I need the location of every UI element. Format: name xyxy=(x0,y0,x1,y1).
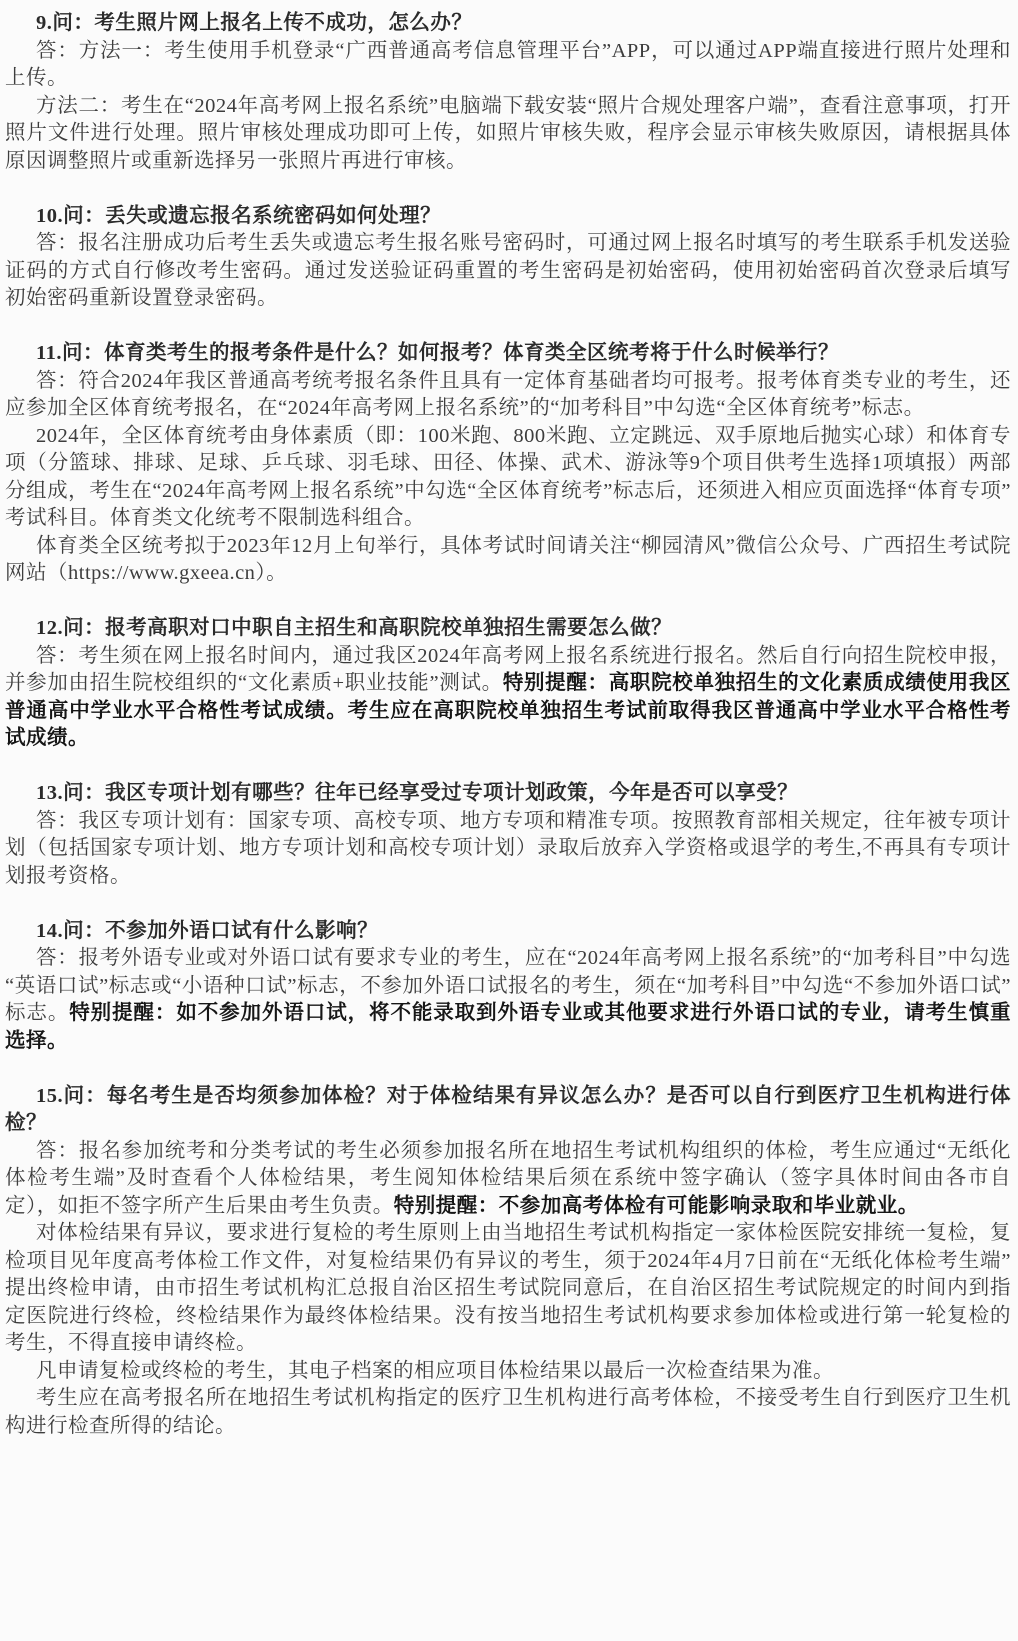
answer-text: 体育类全区统考拟于2023年12月上旬举行，具体考试时间请关注“柳园清风”微信公众号、广西招生考试院网站（https://www.gxeea.cn）。 xyxy=(5,534,1011,584)
answer-text: 考生应在高考报名所在地招生考试机构指定的医疗卫生机构进行高考体检，不接受考生自行到医疗卫生机构进行检查所得的结论。 xyxy=(5,1387,1011,1437)
answer-paragraph xyxy=(5,643,1011,753)
answer-paragraph xyxy=(5,423,1011,533)
bold-notice-text: 特别提醒：如不参加外语口试，将不能录取到外语专业或其他要求进行外语口试的专业，请考生慎重选择。 xyxy=(5,1002,1012,1052)
answer-paragraph xyxy=(5,945,1011,1055)
answer-paragraph xyxy=(5,1138,1011,1221)
answer-paragraph xyxy=(5,1385,1011,1440)
answer-text: 答：方法一：考生使用手机登录“广西普通高考信息管理平台”APP，可以通过APP端直接进行照片处理和上传。 xyxy=(5,39,1011,89)
answer-text: 答：符合2024年我区普通高考统考报名条件且具有一定体育基础者均可报考。报考体育类专业的考生，还应参加全区体育统考报名，在“2024年高考网上报名系统”的“加考科目”中勾选“全区体育统考”标志。 xyxy=(5,369,1011,419)
question-heading: 9.问：考生照片网上报名上传不成功，怎么办？ xyxy=(36,12,473,34)
bold-notice-text: 特别提醒：不参加高考体检有可能影响录取和毕业就业。 xyxy=(393,1194,919,1217)
answer-text: 答：报名注册成功后考生丢失或遗忘考生报名账号密码时，可通过网上报名时填写的考生联系手机发送验证码的方式自行修改考生密码。通过发送验证码重置的考生密码是初始密码，使用初始密码首次登录后填写初始密码重新设置登录密码。 xyxy=(5,232,1011,309)
answer-paragraph xyxy=(5,38,1011,93)
answer-paragraph xyxy=(5,1220,1011,1358)
answer-paragraph xyxy=(5,368,1011,423)
question-heading: 15.问：每名考生是否均须参加体检？对于体检结果有异议怎么办？是否可以自行到医疗卫生机构进行体检？ xyxy=(5,1084,1011,1134)
answer-paragraph xyxy=(5,808,1011,891)
answer-text: 对体检结果有异议，要求进行复检的考生原则上由当地招生考试机构指定一家体检医院安排统一复检，复检项目见年度高考体检工作文件，对复检结果仍有异议的考生，须于2024年4月7日前在“无纸化体检考生端”提出终检申请，由市招生考试机构汇总报自治区招生考试院同意后，在自治区招生考试院规定的时间内到指定医院进行终检，终检结果作为最终体检结果。没有按当地招生考试机构要求参加体检或进行第一轮复检的考生，不得直接申请终检。 xyxy=(5,1222,1011,1354)
answer-paragraph xyxy=(5,93,1011,176)
answer-text: 2024年，全区体育统考由身体素质（即：100米跑、800米跑、立定跳远、双手原地后抛实心球）和体育专项（分篮球、排球、足球、乒乓球、羽毛球、田径、体操、武术、游泳等9个项目供考生选择1项填报）两部分组成，考生在“2024年高考网上报名系统”中勾选“全区体育统考”标志后，还须进入相应页面选择“体育专项”考试科目。体育类文化统考不限制选科组合。 xyxy=(5,424,1011,529)
answer-paragraph xyxy=(5,533,1011,588)
answer-text: 方法二：考生在“2024年高考网上报名系统”电脑端下载安装“照片合规处理客户端”，查看注意事项，打开照片文件进行处理。照片审核处理成功即可上传，如照片审核失败，程序会显示审核失败原因，请根据具体原因调整照片或重新选择另一张照片再进行审核。 xyxy=(5,94,1011,172)
answer-text: 答：考生须在网上报名时间内，通过我区2024年高考网上报名系统进行报名。然后自行向招生院校申报，并参加由招生院校组织的“文化素质+职业技能”测试。 xyxy=(5,644,1011,694)
answer-text: 答：我区专项计划有：国家专项、高校专项、地方专项和精准专项。按照教育部相关规定，往年被专项计划（包括国家专项计划、地方专项计划和高校专项计划）录取后放弃入学资格或退学的考生,不再具有专项计划报考资格。 xyxy=(5,809,1011,887)
bold-notice-text: 特别提醒：高职院校单独招生的文化素质成绩使用我区普通高中学业水平合格性考试成绩。考生应在高职院校单独招生考试前取得我区普通高中学业水平合格性考试成绩。 xyxy=(5,672,1011,749)
answer-paragraph xyxy=(5,1358,1011,1386)
answer-text: 凡申请复检或终检的考生，其电子档案的相应项目体检结果以最后一次检查结果为准。 xyxy=(36,1359,834,1382)
question-heading: 14.问：不参加外语口试有什么影响？ xyxy=(36,919,379,942)
question-heading: 12.问：报考高职对口中职自主招生和高职院校单独招生需要怎么做？ xyxy=(36,617,673,639)
question-heading: 13.问：我区专项计划有哪些？往年已经享受过专项计划政策，今年是否可以享受？ xyxy=(36,782,799,804)
answer-text: 答：报考外语专业或对外语口试有要求专业的考生，应在“2024年高考网上报名系统”的“加考科目”中勾选“英语口试”标志或“小语种口试”标志，不参加外语口试报名的考生，须在“加考科目”中勾选“不参加外语口试”标志。 xyxy=(5,947,1011,1024)
answer-paragraph xyxy=(5,230,1011,313)
faq-sections xyxy=(5,10,1011,1440)
question-heading: 10.问：丢失或遗忘报名系统密码如何处理？ xyxy=(36,204,442,227)
answer-text: 答：报名参加统考和分类考试的考生必须参加报名所在地招生考试机构组织的体检，考生应通过“无纸化体检考生端”及时查看个人体检结果，考生阅知体检结果后须在系统中签字确认（签字具体时间由各市自定），如拒不签字所产生后果由考生负责。 xyxy=(5,1139,1011,1217)
question-heading: 11.问：体育类考生的报考条件是什么？如何报考？体育类全区统考将于什么时候举行？ xyxy=(36,342,839,364)
